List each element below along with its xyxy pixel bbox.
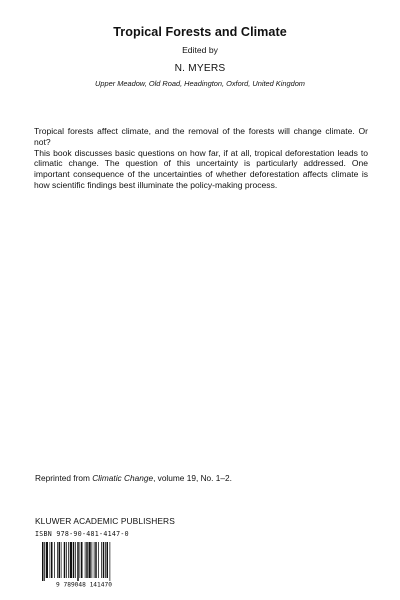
barcode-bar	[66, 542, 67, 578]
barcode-bar	[86, 542, 88, 578]
barcode-bar	[105, 542, 106, 578]
editor-affiliation: Upper Meadow, Old Road, Headington, Oxford, United Kingdom	[95, 79, 305, 88]
barcode-bar	[94, 542, 95, 578]
barcode-graphic	[35, 541, 133, 588]
reprint-prefix: Reprinted from	[35, 473, 93, 483]
editor-name: N. MYERS	[174, 63, 226, 74]
barcode-bar	[92, 542, 93, 578]
reprint-suffix: , volume 19, No. 1–2.	[153, 473, 232, 483]
barcode-bar	[98, 542, 99, 578]
barcode-bar	[70, 542, 72, 578]
edited-by-label: Edited by	[182, 45, 218, 55]
description-paragraph-2: This book discusses basic questions on how far, if at all, tropical deforestation leads to climatic change. The question of this uncertainty is particularly addressed. One important consequence of the uncertainties of whether deforestation affects climate is how scientific findings best illuminate the policy-making process.	[34, 147, 368, 190]
barcode-bar	[107, 542, 109, 578]
reprint-note	[35, 473, 375, 483]
barcode-bar	[50, 542, 51, 578]
isbn-number: ISBN 978-90-481-4147-0	[35, 530, 129, 538]
barcode-bar	[59, 542, 61, 578]
barcode-bar	[75, 542, 76, 578]
barcode-bar	[44, 542, 45, 581]
barcode-bar	[89, 542, 91, 578]
barcode-bar	[61, 542, 62, 578]
barcode-bar	[46, 542, 48, 578]
barcode-bar	[101, 542, 102, 578]
barcode-digits: 9 789048 141470	[56, 581, 112, 588]
barcode-bar	[68, 542, 69, 578]
barcode-bar	[103, 542, 105, 578]
barcode-bar	[54, 542, 55, 578]
barcode-bar	[81, 542, 83, 578]
barcode-bar	[80, 542, 81, 578]
publisher-name: KLUWER ACADEMIC PUBLISHERS	[35, 516, 175, 526]
barcode-bar	[73, 542, 75, 578]
barcode-bar	[110, 542, 111, 581]
barcode-bar	[95, 542, 97, 578]
barcode-bar	[85, 542, 86, 578]
book-title: Tropical Forests and Climate	[113, 25, 287, 39]
barcode-bar	[77, 542, 79, 581]
barcode-bar	[57, 542, 58, 578]
barcode-bar	[51, 542, 53, 578]
book-description	[34, 126, 368, 191]
barcode-bars	[42, 542, 110, 581]
barcode-bar	[64, 542, 66, 578]
barcode-bar	[42, 542, 44, 581]
isbn-barcode	[35, 541, 133, 588]
description-paragraph-1: Tropical forests affect climate, and the removal of the forests will change climate. Or not?	[34, 126, 368, 147]
journal-name: Climatic Change	[92, 473, 154, 483]
